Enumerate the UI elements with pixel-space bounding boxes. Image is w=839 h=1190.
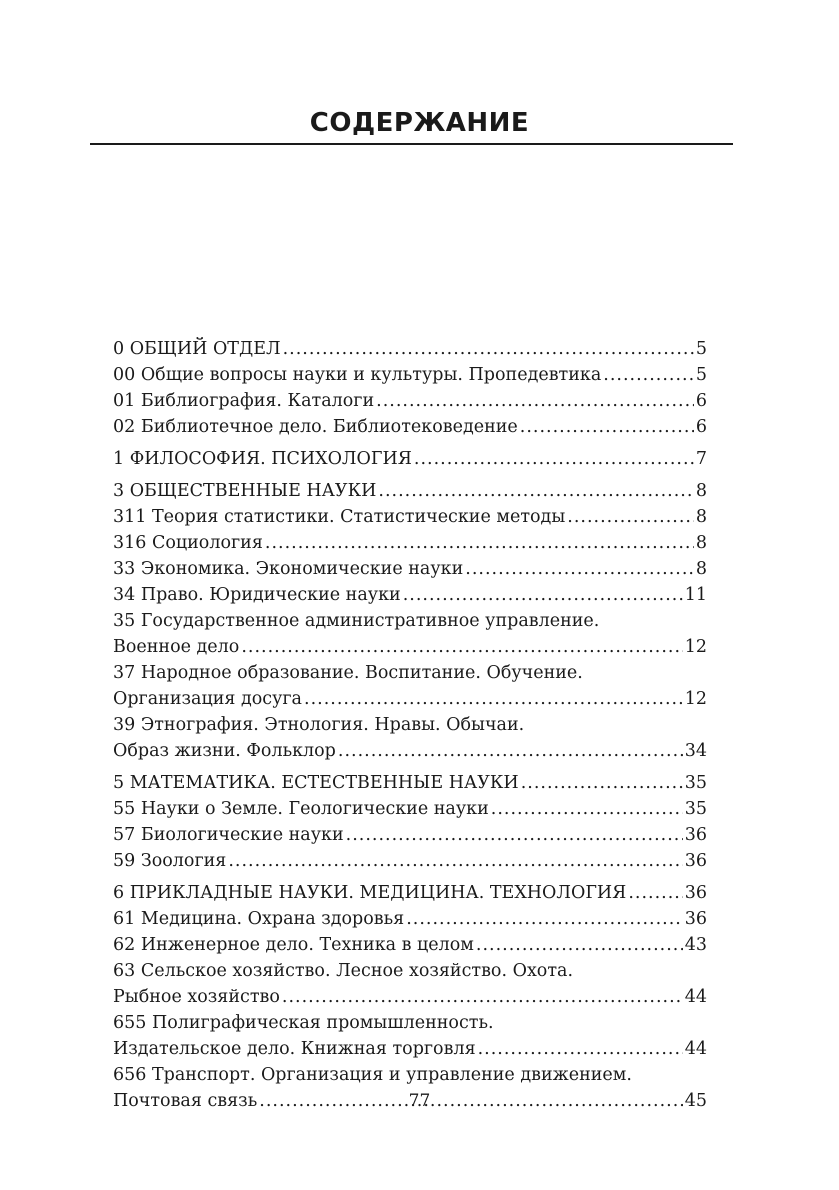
toc-entry-title: 57 Биологические науки [113, 825, 344, 845]
toc-entry[interactable] [113, 686, 707, 712]
toc-entry[interactable] [113, 504, 707, 530]
toc-entry-page: 12 [684, 637, 707, 657]
toc-entry-page: 6 [695, 391, 707, 411]
toc-entry[interactable] [113, 770, 707, 796]
leader-dots [378, 478, 693, 504]
leader-dots [403, 582, 683, 608]
toc-entry-page: 36 [684, 883, 707, 903]
toc-entry-page: 44 [684, 987, 707, 1007]
toc-entry-title: 01 Библиография. Каталоги [113, 391, 375, 411]
toc-entry-title: Образ жизни. Фольклор [113, 741, 336, 761]
leader-dots [520, 414, 694, 440]
leader-dots [406, 906, 683, 932]
leader-dots [304, 686, 683, 712]
toc-entry[interactable] [113, 634, 707, 660]
toc-entry-page: 8 [695, 533, 707, 553]
toc-entry[interactable] [113, 582, 707, 608]
toc-entry-title: 5 МАТЕМАТИКА. ЕСТЕСТВЕННЫЕ НАУКИ [113, 773, 519, 793]
leader-dots [241, 634, 682, 660]
leader-dots [338, 738, 683, 764]
toc-entry[interactable] [113, 336, 707, 362]
page-number: 77 [408, 1091, 431, 1111]
toc-entry-page: 7 [695, 449, 707, 469]
toc-entry-title: 55 Науки о Земле. Геологические науки [113, 799, 489, 819]
leader-dots [283, 336, 694, 362]
toc-entry-page: 11 [684, 585, 707, 605]
toc-entry-title: 34 Право. Юридические науки [113, 585, 401, 605]
toc-entry-title: 59 Зоология [113, 851, 227, 871]
toc-entry-title-line1: 37 Народное образование. Воспитание. Обучение. [113, 663, 583, 683]
toc-entry-title: 02 Библиотечное дело. Библиотековедение [113, 417, 518, 437]
toc-entry-title: 311 Теория статистики. Статистические методы [113, 507, 566, 527]
toc-entry-title: Организация досуга [113, 689, 302, 709]
toc-entry-page: 8 [695, 481, 707, 501]
toc-entry-page: 36 [684, 909, 707, 929]
toc-entry-page: 35 [684, 799, 707, 819]
toc-entry-title: 00 Общие вопросы науки и культуры. Пропедевтика [113, 365, 602, 385]
leader-dots [478, 1036, 683, 1062]
toc-entry[interactable] [113, 984, 707, 1010]
toc-entry[interactable] [113, 530, 707, 556]
toc-entry[interactable] [113, 880, 707, 906]
toc-entry-title: 1 ФИЛОСОФИЯ. ПСИХОЛОГИЯ [113, 449, 412, 469]
toc-entry-title: 61 Медицина. Охрана здоровья [113, 909, 405, 929]
toc-entry-title-line1: 63 Сельское хозяйство. Лесное хозяйство. Охота. [113, 961, 574, 981]
leader-dots [567, 504, 694, 530]
leader-dots [376, 388, 694, 414]
toc-entry-page: 8 [695, 507, 707, 527]
leader-dots [628, 880, 682, 906]
toc-entry-page: 44 [684, 1039, 707, 1059]
toc-entry[interactable] [113, 822, 707, 848]
toc-entry-title: Рыбное хозяйство [113, 987, 280, 1007]
toc-entry-page: 6 [695, 417, 707, 437]
toc-entry-page: 34 [684, 741, 707, 761]
toc-entry-page: 35 [684, 773, 707, 793]
toc-entry-title: Почтовая связь [113, 1091, 258, 1111]
toc-entry[interactable] [113, 796, 707, 822]
toc-entry-page: 36 [684, 825, 707, 845]
toc-entry-title: 6 ПРИКЛАДНЫЕ НАУКИ. МЕДИЦИНА. ТЕХНОЛОГИЯ [113, 883, 627, 903]
toc-entry-page: 45 [684, 1091, 707, 1111]
toc-entry[interactable] [113, 1036, 707, 1062]
toc-entry-page: 43 [684, 935, 707, 955]
leader-dots [476, 932, 683, 958]
toc-entry[interactable] [113, 388, 707, 414]
table-of-contents [113, 336, 707, 1114]
page-title: СОДЕРЖАНИЕ [309, 108, 530, 138]
toc-entry-title: 33 Экономика. Экономические науки [113, 559, 464, 579]
toc-entry-title: Издательское дело. Книжная торговля [113, 1039, 476, 1059]
toc-entry[interactable] [113, 446, 707, 472]
toc-entry-title: 62 Инженерное дело. Техника в целом [113, 935, 474, 955]
title-rule [90, 143, 733, 145]
toc-entry[interactable] [113, 556, 707, 582]
toc-entry-title: 3 ОБЩЕСТВЕННЫЕ НАУКИ [113, 481, 377, 501]
toc-entry[interactable] [113, 414, 707, 440]
toc-entry-page: 5 [695, 365, 707, 385]
leader-dots [346, 822, 683, 848]
leader-dots [491, 796, 683, 822]
toc-entry[interactable] [113, 932, 707, 958]
toc-entry[interactable] [113, 738, 707, 764]
leader-dots [521, 770, 683, 796]
toc-entry-title: 316 Социология [113, 533, 263, 553]
toc-entry-page: 36 [684, 851, 707, 871]
toc-entry-title-line1: 656 Транспорт. Организация и управление движением. [113, 1065, 632, 1085]
toc-entry-title-line1: 655 Полиграфическая промышленность. [113, 1013, 494, 1033]
toc-entry[interactable] [113, 478, 707, 504]
toc-entry-title: Военное дело [113, 637, 240, 657]
toc-entry[interactable] [113, 906, 707, 932]
leader-dots [282, 984, 683, 1010]
toc-entry-title-line1: 39 Этнография. Этнология. Нравы. Обычаи. [113, 715, 525, 735]
toc-entry-page: 8 [695, 559, 707, 579]
toc-entry-title-line1: 35 Государственное административное управление. [113, 611, 600, 631]
toc-entry-title: 0 ОБЩИЙ ОТДЕЛ [113, 339, 281, 359]
toc-entry[interactable] [113, 362, 707, 388]
toc-entry-page: 5 [695, 339, 707, 359]
leader-dots [228, 848, 682, 874]
leader-dots [465, 556, 694, 582]
leader-dots [603, 362, 694, 388]
leader-dots [265, 530, 694, 556]
toc-entry[interactable] [113, 848, 707, 874]
toc-entry-page: 12 [684, 689, 707, 709]
leader-dots [414, 446, 694, 472]
